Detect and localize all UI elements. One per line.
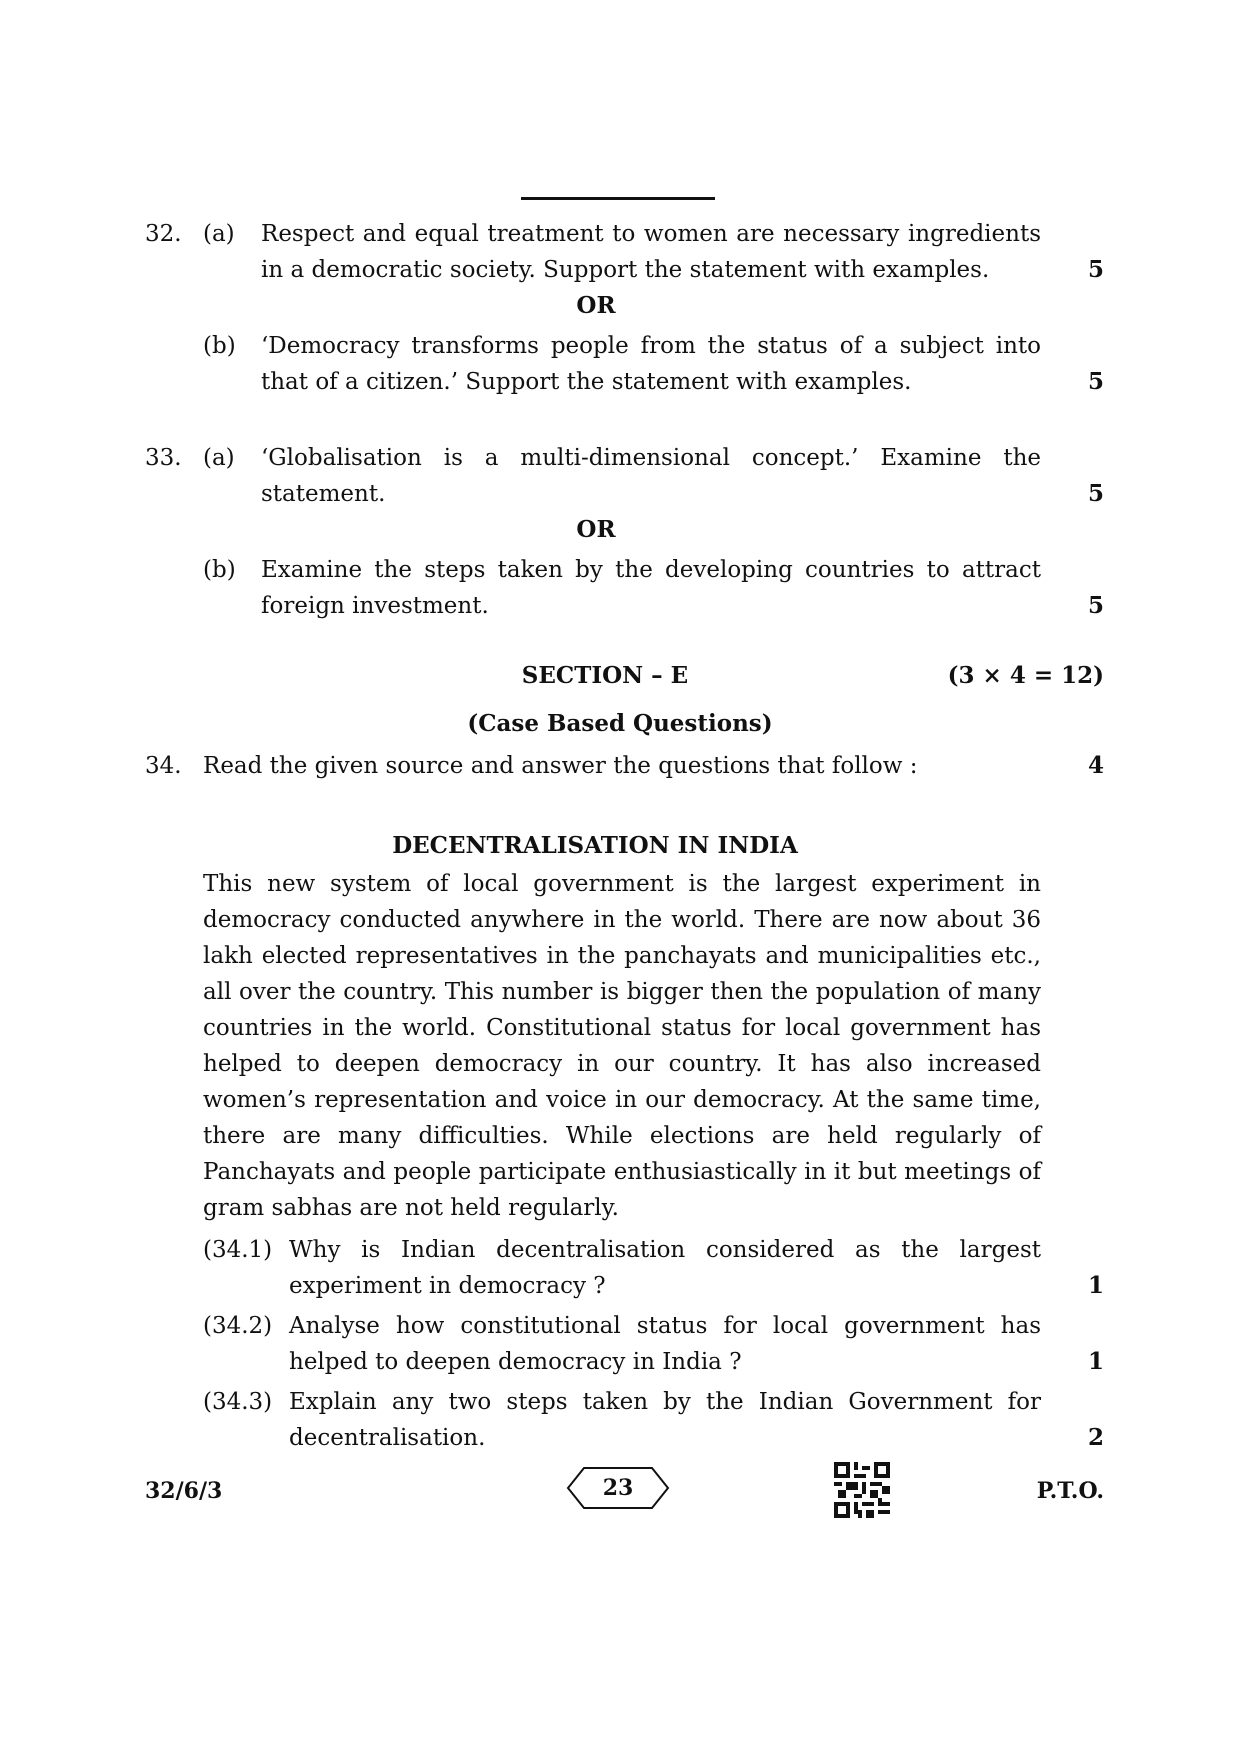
marks: 1 <box>1087 1272 1104 1299</box>
marks: 4 <box>1087 752 1104 779</box>
marks: 5 <box>1087 480 1104 507</box>
page-number: 23 <box>602 1475 634 1501</box>
option-label: (a) <box>203 221 235 247</box>
subquestion-text: Explain any two steps taken by the Indian Government for decentralisation. <box>289 1389 1041 1451</box>
paper-code: 32/6/3 <box>145 1478 223 1504</box>
qr-code-icon <box>834 1462 890 1518</box>
or-separator: OR <box>576 516 616 543</box>
marks: 2 <box>1087 1424 1104 1451</box>
subquestion-label: (34.2) <box>203 1313 273 1339</box>
or-separator: OR <box>576 292 616 319</box>
subquestion-text: Why is Indian decentralisation considered as the largest experiment in democracy ? <box>289 1237 1041 1299</box>
top-rule <box>521 197 715 200</box>
section-marks: (3 × 4 = 12) <box>947 662 1104 689</box>
question-number: 34. <box>145 753 182 779</box>
subquestion-text: Analyse how constitutional status for local government has helped to deepen democracy in India ? <box>289 1313 1041 1375</box>
question-text: ‘Democracy transforms people from the status of a subject into that of a citizen.’ Support the statement with examples. <box>261 333 1041 395</box>
question-text: Read the given source and answer the questions that follow : <box>203 753 918 779</box>
marks: 5 <box>1087 368 1104 395</box>
option-label: (b) <box>203 557 236 583</box>
question-number: 33. <box>145 445 182 471</box>
question-text: Respect and equal treatment to women are necessary ingredients in a democratic society. Support the statement with examples. <box>261 221 1041 283</box>
marks: 5 <box>1087 592 1104 619</box>
source-title: DECENTRALISATION IN INDIA <box>392 832 798 859</box>
question-text: Examine the steps taken by the developing countries to attract foreign investment. <box>261 557 1041 619</box>
subquestion-label: (34.3) <box>203 1389 273 1415</box>
marks: 5 <box>1087 256 1104 283</box>
source-passage: This new system of local government is the largest experiment in democracy conducted anywhere in the world. There are now about 36 lakh elected representatives in the panchayats and municipalities etc., all over the country. This number is bigger then the population of many countries in the world. Constitutional status for local government has helped to deepen democracy in our country. It has also increased women’s representation and voice in our democracy. At the same time, there are many difficulties. While elections are held regularly of Panchayats and people participate enthusiastically in it but meetings of gram sabhas are not held regularly. <box>203 871 1041 1221</box>
question-text: ‘Globalisation is a multi-dimensional concept.’ Examine the statement. <box>261 445 1041 507</box>
section-title: SECTION – E <box>521 662 689 689</box>
page-number-badge <box>566 1466 670 1510</box>
marks: 1 <box>1087 1348 1104 1375</box>
please-turn-over: P.T.O. <box>1036 1478 1104 1504</box>
option-label: (b) <box>203 333 236 359</box>
section-subtitle: (Case Based Questions) <box>467 710 773 737</box>
question-number: 32. <box>145 221 182 247</box>
subquestion-label: (34.1) <box>203 1237 273 1263</box>
option-label: (a) <box>203 445 235 471</box>
